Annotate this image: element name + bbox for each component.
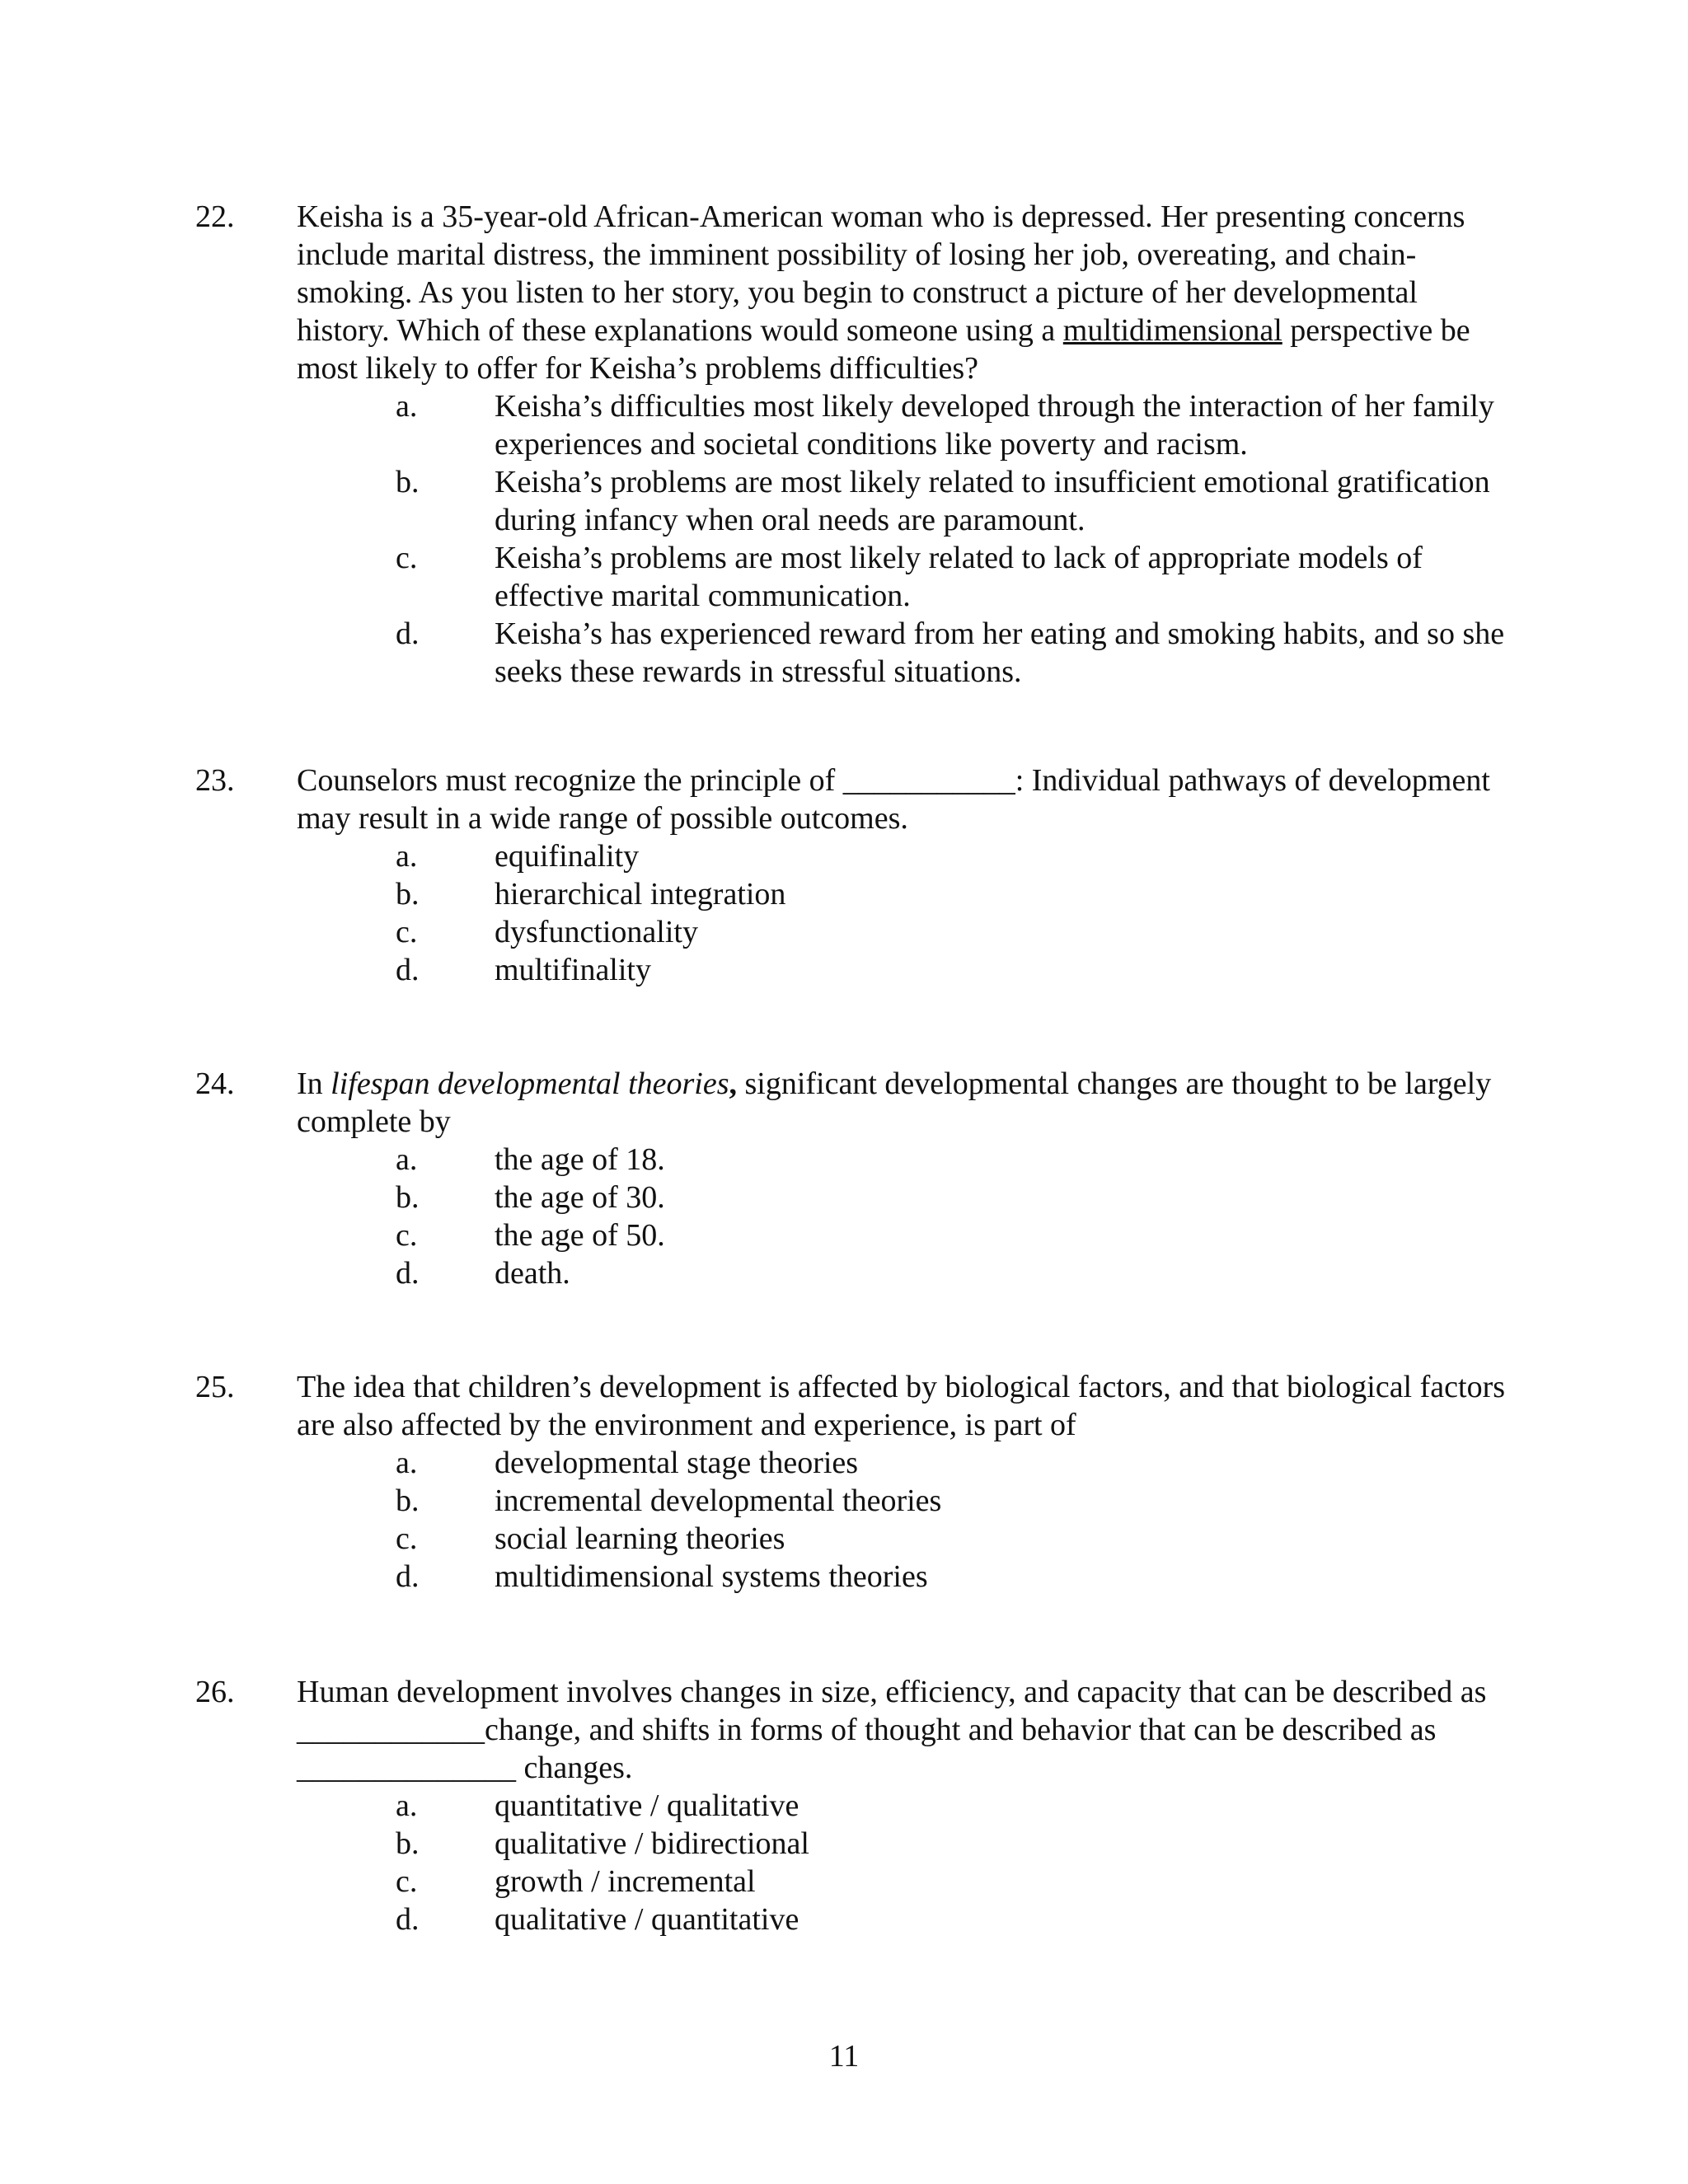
question-number: 24.: [195, 1066, 235, 1101]
question-24: [195, 1065, 1514, 1292]
answer-option-c: c. Keisha’s problems are most likely related to lack of appropriate models of effective marital communication.: [396, 541, 1423, 613]
answer-option-b: b. qualitative / bidirectional: [396, 1826, 809, 1861]
answer-options: [195, 1787, 1514, 1938]
answer-option-c: c. the age of 50.: [396, 1218, 665, 1253]
answer-option-a: a. the age of 18.: [396, 1142, 665, 1177]
page-number: 11: [828, 2039, 860, 2074]
answer-option-c: c. growth / incremental: [396, 1864, 756, 1899]
answer-option-d: d. death.: [396, 1256, 570, 1291]
answer-option-d: d. Keisha’s has experienced reward from her eating and smoking habits, and so she seeks these rewards in stressful situations.: [396, 616, 1505, 689]
answer-options: [195, 1444, 1514, 1596]
emphasized-term: lifespan developmental theories: [331, 1066, 729, 1101]
answer-option-a: a. developmental stage theories: [396, 1446, 859, 1480]
question-number: 23.: [195, 763, 235, 798]
answer-option-b: b. the age of 30.: [396, 1180, 665, 1215]
question-text: Keisha is a 35-year-old African-American woman who is depressed. Her presenting concerns include marital distress, the imminent possibility of losing her job, overeating, and chain-smoking. As you listen to her story, you begin to construct a picture of her developmental history. Which of these explanations would someone using a multidimensional perspective be most likely to offer for Keisha’s problems difficulties?: [297, 199, 1470, 386]
answer-option-d: d. qualitative / quantitative: [396, 1902, 799, 1937]
question-text: In lifespan developmental theories, significant developmental changes are thought to be largely complete by: [297, 1066, 1492, 1139]
answer-option-a: a. Keisha’s difficulties most likely developed through the interaction of her family experiences and societal conditions like poverty and racism.: [396, 389, 1494, 462]
answer-option-d: d. multidimensional systems theories: [396, 1559, 928, 1594]
question-text: Human development involves changes in size, efficiency, and capacity that can be described as ____________change, and shifts in forms of thought and behavior that can be described as ______________ changes.: [297, 1675, 1487, 1785]
answer-option-b: b. hierarchical integration: [396, 877, 786, 912]
question-number: 22.: [195, 199, 235, 234]
answer-option-b: b. Keisha’s problems are most likely related to insufficient emotional gratification during infancy when oral needs are paramount.: [396, 465, 1490, 537]
answer-option-c: c. dysfunctionality: [396, 915, 698, 949]
question-number: 25.: [195, 1370, 235, 1404]
question-25: [195, 1368, 1514, 1596]
emphasized-term: multidimensional: [1062, 313, 1282, 348]
question-22: [195, 198, 1514, 691]
question-text: The idea that children’s development is affected by biological factors, and that biological factors are also affected by the environment and experience, is part of: [297, 1370, 1506, 1442]
question-text: Counselors must recognize the principle of ___________: Individual pathways of development may result in a wide range of possible outcomes.: [297, 763, 1490, 836]
question-number: 26.: [195, 1675, 235, 1709]
answer-option-d: d. multifinality: [396, 953, 651, 987]
answer-option-a: a. quantitative / qualitative: [396, 1788, 799, 1823]
answer-options: [195, 1141, 1514, 1292]
answer-options: [195, 387, 1514, 691]
answer-option-b: b. incremental developmental theories: [396, 1483, 942, 1518]
answer-option-c: c. social learning theories: [396, 1521, 785, 1556]
question-23: [195, 762, 1514, 989]
answer-options: [195, 837, 1514, 989]
question-26: [195, 1673, 1514, 1938]
answer-option-a: a. equifinality: [396, 839, 640, 874]
